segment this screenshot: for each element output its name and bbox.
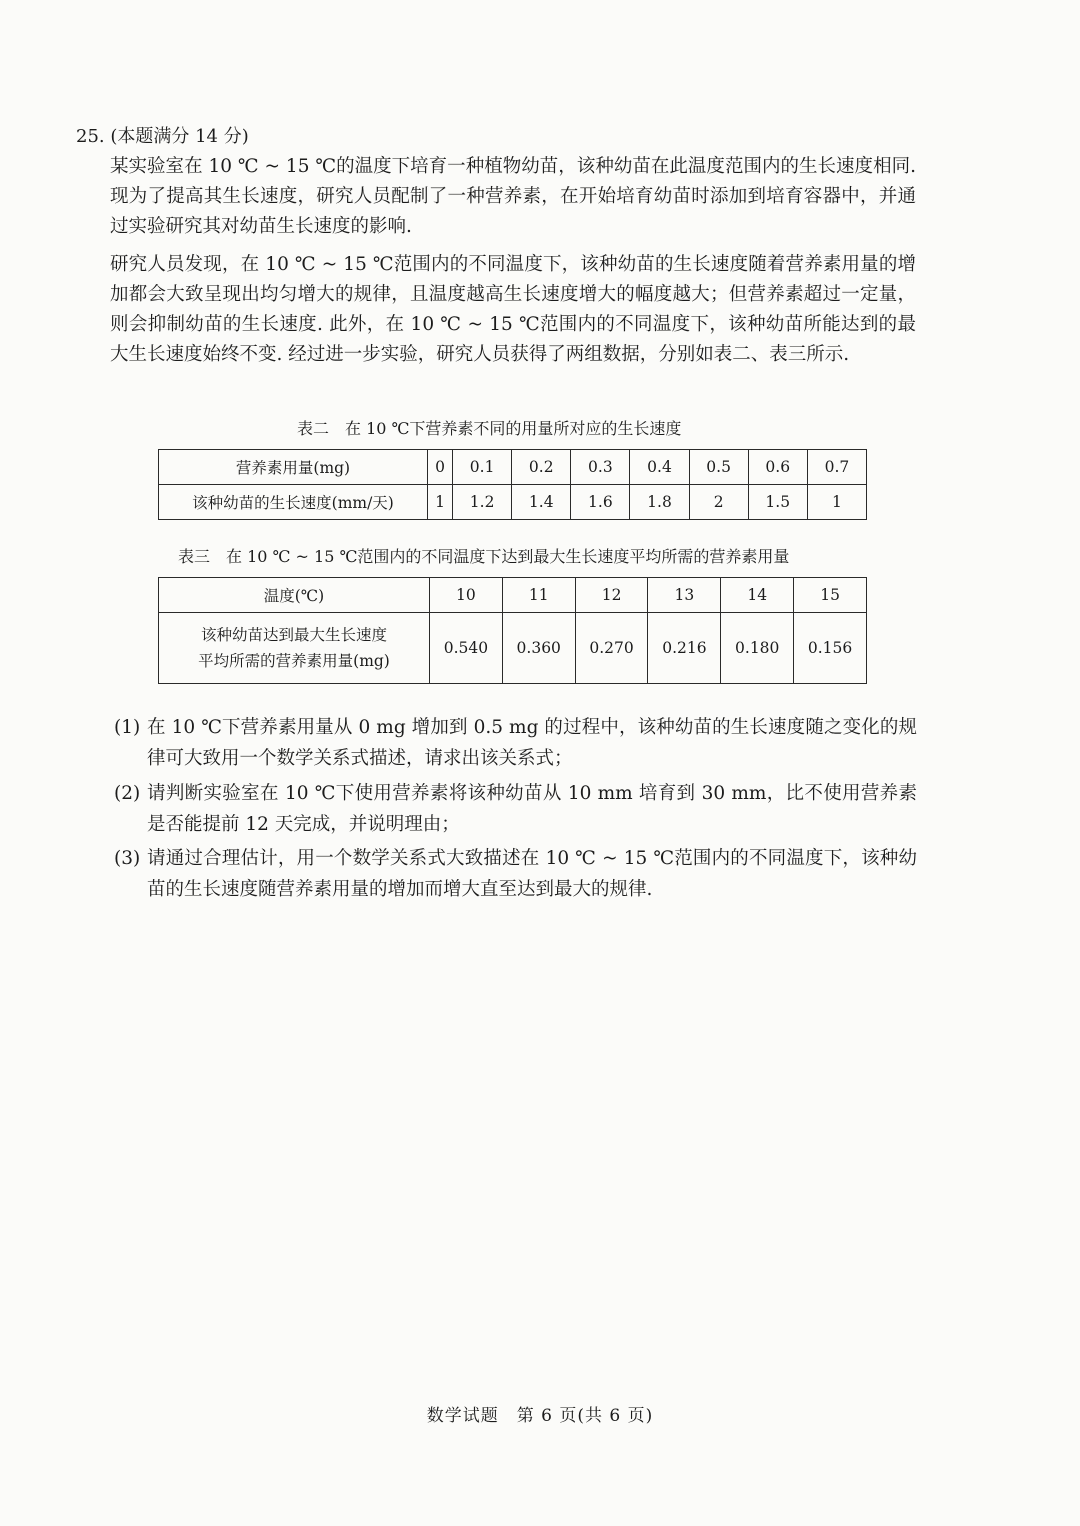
table2-speed-cell: 1 [807, 485, 866, 520]
subquestion-2-text: 请判断实验室在 10 ℃下使用营养素将该种幼苗从 10 mm 培育到 30 mm，比不使用营养素是否能提前 12 天完成，并说明理由； [147, 783, 917, 835]
question-header: 25. (本题满分 14 分) [76, 126, 249, 147]
table3-amount-cell: 0.540 [430, 613, 503, 684]
table2-dose-cell: 0.3 [571, 450, 630, 485]
question-paragraph-1: 某实验室在 10 ℃ ~ 15 ℃的温度下培育一种植物幼苗，该种幼苗在此温度范围内的生长速度相同. 现为了提高其生长速度，研究人员配制了一种营养素，在开始培育幼苗时添加到培育容器中，并通过实验研究其对幼苗生长速度的影响. [110, 156, 916, 237]
table3-temperature-cell: 10 [430, 578, 503, 613]
table2-speed-label: 该种幼苗的生长速度(mm/天) [159, 485, 428, 520]
subquestion-1-number: (1) [114, 717, 141, 738]
subquestion-3-number: (3) [114, 848, 141, 869]
table3-amount-label-line1: 该种幼苗达到最大生长速度 [200, 626, 387, 644]
subquestion-1-text: 在 10 ℃下营养素用量从 0 mg 增加到 0.5 mg 的过程中，该种幼苗的生长速度随之变化的规律可大致用一个数学关系式描述，请求出该关系式； [147, 717, 917, 769]
subquestion-2-number: (2) [114, 783, 141, 804]
table2-speed-cell: 1 [428, 485, 453, 520]
table2-caption: 表二 在 10 ℃下营养素不同的用量所对应的生长速度 [297, 419, 682, 438]
table2-dose-cell: 0.5 [689, 450, 748, 485]
table3-temperature-label: 温度(℃) [159, 578, 430, 613]
table2 [158, 449, 867, 520]
table3-temperature-cell: 11 [502, 578, 575, 613]
question-paragraph-2: 研究人员发现，在 10 ℃ ~ 15 ℃范围内的不同温度下，该种幼苗的生长速度随着营养素用量的增加都会大致呈现出均匀增大的规律，且温度越高生长速度增大的幅度越大；但营养素超过一定量，则会抑制幼苗的生长速度. 此外，在 10 ℃ ~ 15 ℃范围内的不同温度下，该种幼苗所能达到的最大生长速度始终不变. 经过进一步实验，研究人员获得了两组数据，分别如表二、表三所示. [110, 254, 916, 365]
table3-amount-label-line2: 平均所需的营养素用量(mg) [198, 652, 390, 670]
table3-temperature-cell: 13 [648, 578, 721, 613]
table3-amount-cell: 0.156 [794, 613, 867, 684]
table2-speed-cell: 1.4 [512, 485, 571, 520]
table3-temperature-cell: 15 [794, 578, 867, 613]
table2-dose-row [159, 450, 867, 485]
table2-speed-cell: 1.8 [630, 485, 689, 520]
table2-speed-row [159, 485, 867, 520]
table2-dose-cell: 0.2 [512, 450, 571, 485]
table2-dose-cell: 0.7 [807, 450, 866, 485]
table3-temperature-cell: 14 [721, 578, 794, 613]
table2-speed-cell: 1.6 [571, 485, 630, 520]
table3-amount-cell: 0.360 [502, 613, 575, 684]
table3-amount-label [159, 613, 430, 684]
table2-dose-cell: 0.6 [748, 450, 807, 485]
table2-speed-cell: 1.5 [748, 485, 807, 520]
page-footer: 数学试题 第 6 页(共 6 页) [426, 1406, 654, 1426]
table3-amount-cell: 0.270 [575, 613, 648, 684]
table2-speed-cell: 2 [689, 485, 748, 520]
table3 [158, 577, 867, 684]
table2-dose-cell: 0.1 [453, 450, 512, 485]
table2-dose-label: 营养素用量(mg) [159, 450, 428, 485]
table2-dose-cell: 0.4 [630, 450, 689, 485]
table2-dose-cell: 0 [428, 450, 453, 485]
table3-amount-row [159, 613, 867, 684]
table2-speed-cell: 1.2 [453, 485, 512, 520]
table3-temperature-cell: 12 [575, 578, 648, 613]
subquestion-3-text: 请通过合理估计，用一个数学关系式大致描述在 10 ℃ ~ 15 ℃范围内的不同温度下，该种幼苗的生长速度随营养素用量的增加而增大直至达到最大的规律. [147, 848, 917, 900]
table3-temperature-row [159, 578, 867, 613]
table3-amount-cell: 0.180 [721, 613, 794, 684]
table3-amount-cell: 0.216 [648, 613, 721, 684]
table3-caption: 表三 在 10 ℃ ~ 15 ℃范围内的不同温度下达到最大生长速度平均所需的营养素用量 [178, 547, 790, 566]
